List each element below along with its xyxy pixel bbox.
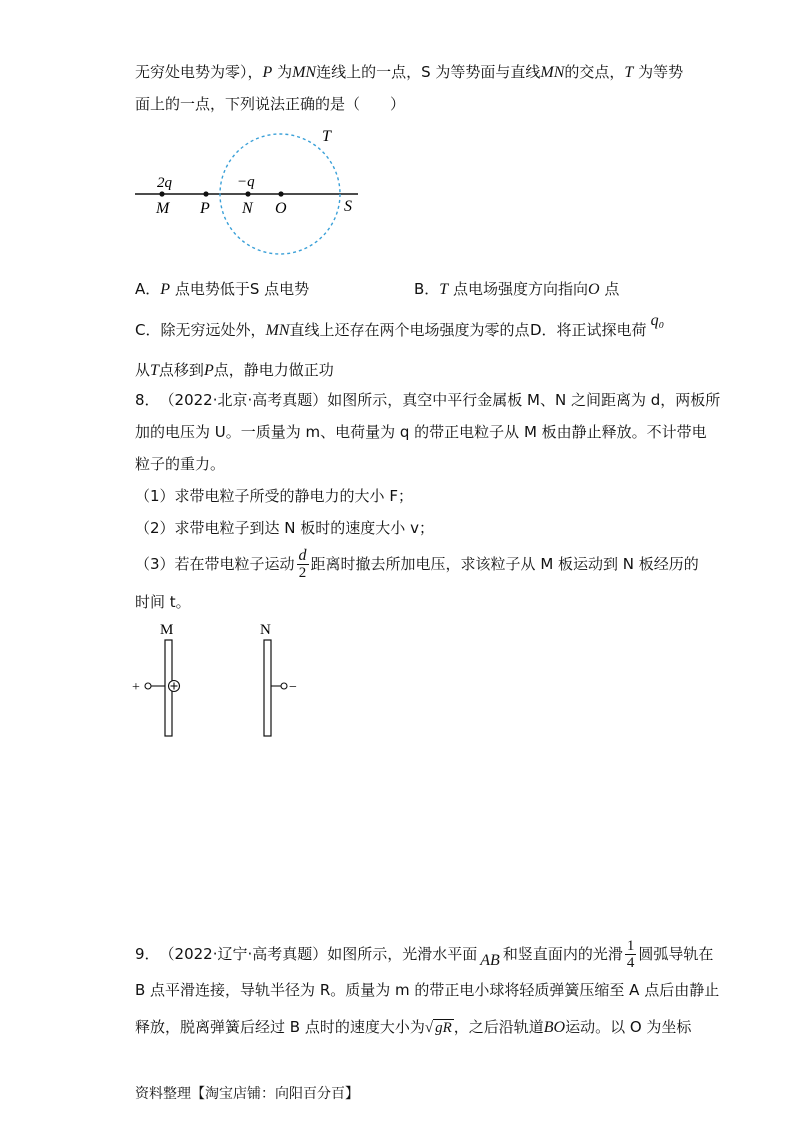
label-O: O <box>275 200 287 217</box>
q7-stem-line1: 无穷处电势为零），P 为MN连线上的一点，S 为等势面与直线MN的交点，T 为等势 <box>135 63 684 81</box>
label-T: T <box>322 128 331 145</box>
q9-stem-line1: 9． （2022·辽宁·高考真题）如图所示，光滑水平面 AB 和竖直面内的光滑 $\frac{1}{4}$ 圆弧导轨在 <box>135 938 714 971</box>
fraction-d-over-2: $\frac{d}{2}$ <box>298 547 307 581</box>
label-2q: 2q <box>157 175 172 191</box>
terminal-plus-sign: + <box>132 680 140 695</box>
sqrt-gR: √ gR <box>424 1020 452 1036</box>
label-P: P <box>200 200 210 217</box>
q7-equipotential-figure <box>130 125 370 280</box>
terminal-minus-sign: − <box>289 680 297 695</box>
terminal-M <box>145 683 151 689</box>
plate-M-label: M <box>160 622 174 638</box>
q7-option-d: D．将正试探电荷q₀ <box>530 312 665 339</box>
q8-sub1: （1）求带电粒子所受的静电力的大小 F； <box>135 487 413 505</box>
plate-N-label: N <box>260 622 271 638</box>
label-N: N <box>242 200 253 217</box>
fraction-one-quarter: $\frac{1}{4}$ <box>626 938 635 971</box>
plate-N <box>264 640 271 736</box>
label-M: M <box>156 200 170 217</box>
q8-stem-line3: 粒子的重力。 <box>135 455 226 473</box>
page-footer: 资料整理【淘宝店铺：向阳百分百】 <box>135 1086 359 1102</box>
q7-option-b: B．T 点电场强度方向指向O 点 <box>414 280 620 298</box>
q8-sub3-line2: 时间 t。 <box>135 593 191 611</box>
q8-stem-line2: 加的电压为 U。一质量为 m、电荷量为 q 的带正电粒子从 M 板由静止释放。不计带电 <box>135 423 707 441</box>
q7-option-a: A．P 点电势低于S 点电势 <box>135 280 310 298</box>
q7-option-c: C．除无穷远处外，MN直线上还存在两个电场强度为零的点 <box>135 321 530 339</box>
label-neg-q: −q <box>237 174 255 190</box>
label-S: S <box>344 198 352 215</box>
q8-sub2: （2）求带电粒子到达 N 板时的速度大小 v； <box>135 519 434 537</box>
q7-option-d-continued: 从T点移到P点，静电力做正功 <box>135 361 334 379</box>
q8-sub3: （3）若在带电粒子运动 $\frac{d}{2}$ 距离时撤去所加电压，求该粒子从 M 板运动到 N 板经历的 <box>135 547 699 581</box>
q8-parallel-plates-figure <box>130 618 310 740</box>
point-O-dot <box>278 191 283 196</box>
q7-stem-line2: 面上的一点，下列说法正确的是（ ） <box>135 95 406 113</box>
point-P-dot <box>203 191 208 196</box>
q8-stem-line1: 8． （2022·北京·高考真题）如图所示，真空中平行金属板 M、N 之间距离为 d，两板所 <box>135 391 721 409</box>
point-M-dot <box>159 191 164 196</box>
q9-stem-line2: B 点平滑连接，导轨半径为 R。质量为 m 的带正电小球将轻质弹簧压缩至 A 点后由静止 <box>135 981 720 999</box>
point-N-dot <box>245 191 250 196</box>
terminal-N <box>281 683 287 689</box>
q9-stem-line3: 释放，脱离弹簧后经过 B 点时的速度大小为√ gR ，之后沿轨道BO运动。以 O 为坐标 <box>135 1018 692 1036</box>
